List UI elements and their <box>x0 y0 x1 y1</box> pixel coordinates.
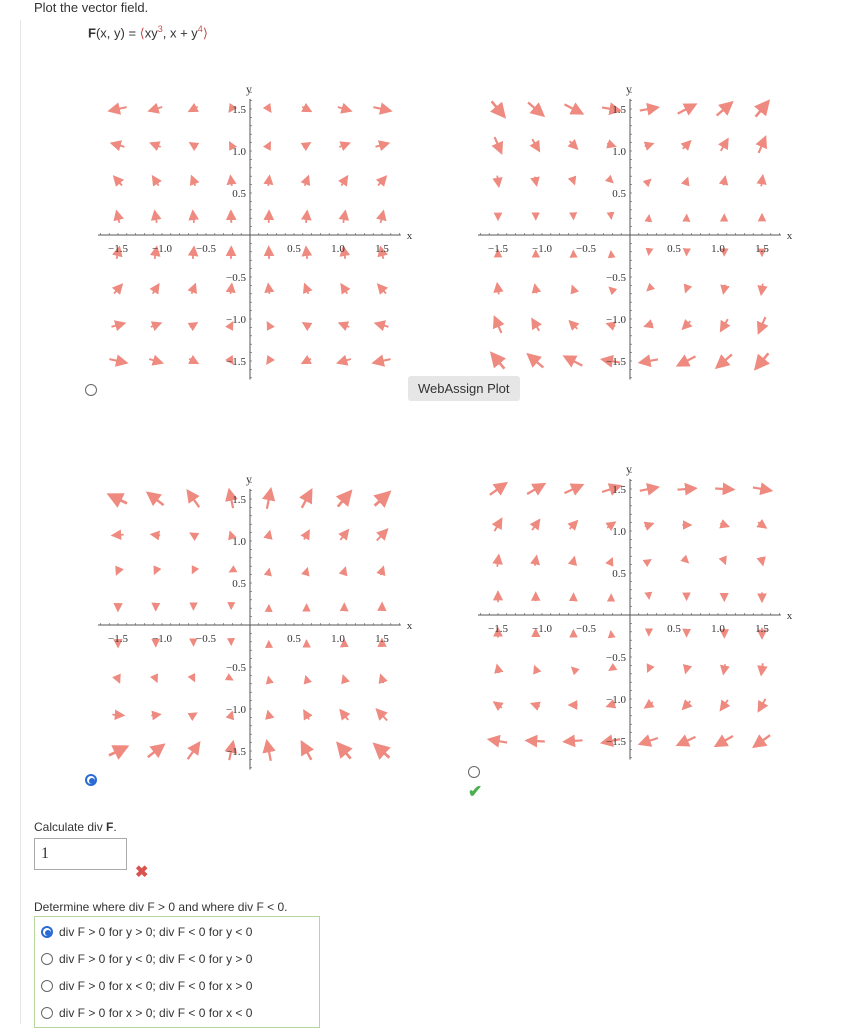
choice-1-text: div F > 0 for y < 0; div F < 0 for y > 0 <box>59 952 252 966</box>
left-rule <box>20 20 21 1024</box>
field-arrow <box>375 492 390 505</box>
field-arrow <box>341 176 347 185</box>
field-arrow <box>532 520 539 530</box>
formula-F: F <box>88 25 96 40</box>
plot-option-d-radio[interactable] <box>468 766 480 778</box>
field-arrow <box>114 177 122 186</box>
y-tick-label: 0.5 <box>232 188 246 200</box>
field-arrow <box>109 495 127 504</box>
field-arrow <box>188 491 200 507</box>
field-arrow <box>678 104 696 113</box>
field-arrow <box>112 715 123 716</box>
plot-option-c-radio[interactable] <box>85 774 97 786</box>
field-arrow <box>532 139 539 151</box>
field-arrow <box>381 211 384 223</box>
incorrect-x-icon: ✖ <box>135 862 148 882</box>
y-axis-label: y <box>626 82 632 96</box>
field-arrow <box>112 323 125 327</box>
choice-3-radio[interactable] <box>41 1007 53 1019</box>
x-tick-label: −1.0 <box>152 243 172 255</box>
plot-option-a-radio[interactable] <box>85 384 97 396</box>
field-arrow <box>112 143 125 147</box>
field-arrow <box>153 284 159 293</box>
field-arrow <box>489 739 507 742</box>
field-arrow <box>494 702 502 708</box>
field-arrow <box>230 570 233 572</box>
field-arrow <box>378 285 386 294</box>
field-arrow <box>339 323 349 327</box>
field-arrow <box>609 668 613 670</box>
field-arrow <box>109 107 126 111</box>
x-tick-label: 0.5 <box>667 243 681 255</box>
calc-label-bold: F <box>106 820 113 834</box>
field-arrow <box>685 559 688 562</box>
div-answer-input[interactable]: 1 <box>34 838 127 870</box>
field-arrow <box>306 568 308 573</box>
field-arrow <box>151 323 161 327</box>
field-arrow <box>570 321 578 329</box>
field-arrow <box>648 666 650 671</box>
field-arrow <box>754 735 770 747</box>
field-arrow <box>640 359 658 362</box>
field-arrow <box>304 711 309 720</box>
field-arrow <box>721 139 728 151</box>
field-arrow <box>758 522 766 528</box>
field-arrow <box>378 177 386 186</box>
y-tick-label: −1.0 <box>226 704 246 716</box>
field-arrow <box>231 284 232 294</box>
field-arrow <box>535 285 537 294</box>
calc-label-pre: Calculate div <box>34 820 106 834</box>
field-arrow <box>497 176 499 187</box>
field-arrow <box>338 359 351 363</box>
field-arrow <box>117 568 120 575</box>
vector-field-plot-c <box>90 445 440 775</box>
field-arrow <box>535 177 537 186</box>
field-arrow <box>302 490 312 508</box>
y-tick-label: 0.5 <box>612 568 626 580</box>
field-arrow <box>678 356 696 365</box>
field-arrow <box>640 738 658 744</box>
field-arrow <box>148 493 164 505</box>
field-arrow <box>338 107 351 111</box>
field-arrow <box>343 211 345 223</box>
field-arrow <box>267 142 270 147</box>
field-arrow <box>492 101 505 116</box>
field-arrow <box>645 524 653 527</box>
field-arrow <box>686 178 688 184</box>
field-arrow <box>343 676 345 683</box>
field-arrow <box>112 535 123 536</box>
field-arrow <box>756 353 769 368</box>
y-tick-label: −0.5 <box>606 272 626 284</box>
x-tick-label: 0.5 <box>287 633 301 645</box>
field-arrow <box>117 211 120 223</box>
field-arrow <box>338 743 351 758</box>
field-arrow <box>645 702 653 708</box>
field-arrow <box>267 741 271 761</box>
y-tick-label: −1.0 <box>606 314 626 326</box>
choice-0[interactable] <box>41 925 252 939</box>
vector-field-formula <box>88 24 208 41</box>
field-arrow <box>640 487 658 491</box>
field-arrow <box>302 107 311 112</box>
field-arrow <box>715 489 733 490</box>
field-arrow <box>683 701 691 709</box>
choice-2[interactable] <box>41 979 252 993</box>
field-arrow <box>267 489 271 509</box>
determine-label: Determine where div F > 0 and where div F < 0. <box>34 900 287 914</box>
y-tick-label: 1.5 <box>232 104 246 116</box>
field-arrow <box>117 676 120 683</box>
field-arrow <box>761 557 763 565</box>
formula-open: ⟨ <box>140 25 145 40</box>
field-arrow <box>572 667 575 670</box>
x-axis-label: x <box>407 620 413 632</box>
field-arrow <box>720 524 728 527</box>
field-arrow <box>189 359 198 364</box>
x-tick-label: 1.0 <box>711 623 725 635</box>
field-arrow <box>303 323 310 327</box>
field-arrow <box>267 322 270 327</box>
field-arrow <box>609 287 612 290</box>
field-arrow <box>375 744 390 757</box>
field-arrow <box>188 743 200 759</box>
field-arrow <box>647 287 650 290</box>
field-arrow <box>721 700 728 710</box>
field-arrow <box>497 555 499 566</box>
field-arrow <box>267 106 271 112</box>
field-arrow <box>528 103 543 116</box>
field-arrow <box>373 359 390 363</box>
field-arrow <box>339 143 349 147</box>
x-tick-label: 0.5 <box>667 623 681 635</box>
field-arrow <box>341 284 347 293</box>
y-tick-label: −1.5 <box>226 356 246 368</box>
x-tick-label: 1.5 <box>375 243 389 255</box>
y-tick-label: −1.0 <box>226 314 246 326</box>
field-arrow <box>572 286 574 292</box>
y-tick-label: −0.5 <box>226 662 246 674</box>
y-tick-label: −0.5 <box>606 652 626 664</box>
field-arrow <box>193 211 194 223</box>
choice-2-radio[interactable] <box>41 980 53 992</box>
field-arrow <box>190 713 196 717</box>
x-axis-label: x <box>407 230 413 242</box>
y-tick-label: 0.5 <box>232 578 246 590</box>
x-tick-label: −1.0 <box>152 633 172 645</box>
field-arrow <box>151 714 160 715</box>
x-tick-label: −0.5 <box>576 243 596 255</box>
field-arrow <box>678 488 696 489</box>
choice-0-radio[interactable] <box>41 926 53 938</box>
y-tick-label: 1.0 <box>612 526 626 538</box>
field-arrow <box>376 143 389 147</box>
field-arrow <box>268 711 270 719</box>
formula-args: (x, y) = <box>96 25 140 40</box>
x-tick-label: −1.0 <box>532 623 552 635</box>
field-arrow <box>192 569 194 573</box>
field-arrow <box>153 176 159 185</box>
x-tick-label: −1.0 <box>532 243 552 255</box>
x-tick-label: −1.5 <box>488 243 508 255</box>
field-arrow <box>716 736 733 746</box>
field-arrow <box>151 534 160 535</box>
field-arrow <box>376 323 389 327</box>
field-arrow <box>565 356 583 365</box>
field-arrow <box>340 710 348 720</box>
field-arrow <box>717 355 732 368</box>
x-tick-label: 1.5 <box>755 623 769 635</box>
field-arrow <box>304 531 309 540</box>
field-arrow <box>268 531 270 539</box>
field-arrow <box>759 137 766 153</box>
field-arrow <box>761 176 763 187</box>
field-arrow <box>645 324 653 327</box>
div-choices-group <box>34 916 320 1028</box>
field-arrow <box>610 558 612 563</box>
field-arrow <box>373 107 390 111</box>
field-arrow <box>527 484 544 494</box>
field-arrow <box>305 284 309 294</box>
y-axis-label: y <box>246 472 252 486</box>
field-arrow <box>527 741 545 742</box>
x-tick-label: −1.5 <box>488 623 508 635</box>
field-arrow <box>686 286 688 292</box>
y-tick-label: 1.5 <box>612 484 626 496</box>
field-arrow <box>497 284 499 295</box>
field-arrow <box>302 359 311 364</box>
field-arrow <box>268 677 269 681</box>
field-arrow <box>193 247 194 259</box>
field-arrow <box>148 745 164 757</box>
field-arrow <box>190 143 197 147</box>
x-tick-label: −0.5 <box>196 243 216 255</box>
field-arrow <box>192 677 194 681</box>
field-arrow <box>230 678 233 680</box>
field-arrow <box>717 103 732 116</box>
field-arrow <box>189 107 198 112</box>
x-tick-label: 0.5 <box>287 243 301 255</box>
vector-field-plot-a <box>90 55 440 385</box>
y-tick-label: 0.5 <box>612 188 626 200</box>
x-tick-label: 1.0 <box>711 243 725 255</box>
formula-close: ⟩ <box>203 25 208 40</box>
x-tick-label: −1.5 <box>108 633 128 645</box>
field-arrow <box>109 359 126 363</box>
field-arrow <box>756 101 769 116</box>
field-arrow <box>686 665 688 673</box>
field-arrow <box>570 521 578 529</box>
field-arrow <box>572 178 574 184</box>
y-tick-label: −1.5 <box>606 736 626 748</box>
x-axis-label: x <box>787 230 793 242</box>
field-arrow <box>268 284 269 294</box>
field-arrow <box>381 567 384 575</box>
webassign-plot-button[interactable]: WebAssign Plot <box>408 376 520 401</box>
field-arrow <box>381 675 384 683</box>
field-arrow <box>535 666 537 672</box>
y-tick-label: −1.5 <box>226 746 246 758</box>
question-prompt: Plot the vector field. <box>34 0 148 15</box>
correct-check-icon: ✔ <box>468 782 482 802</box>
field-arrow <box>268 569 269 573</box>
x-tick-label: −1.5 <box>108 243 128 255</box>
choice-3[interactable] <box>41 1006 252 1020</box>
y-tick-label: −1.5 <box>606 356 626 368</box>
field-arrow <box>565 104 583 113</box>
formula-term1: xy <box>145 25 158 40</box>
field-arrow <box>149 359 162 363</box>
field-arrow <box>723 285 725 294</box>
formula-exp2: 4 <box>198 24 203 34</box>
field-arrow <box>723 664 725 674</box>
x-tick-label: 1.0 <box>331 243 345 255</box>
field-arrow <box>303 143 310 147</box>
y-axis-label: y <box>246 82 252 96</box>
field-arrow <box>753 487 771 490</box>
field-arrow <box>305 176 309 186</box>
field-arrow <box>640 107 658 110</box>
field-arrow <box>528 355 543 368</box>
field-arrow <box>564 740 582 741</box>
field-arrow <box>759 317 766 333</box>
field-arrow <box>723 558 725 564</box>
field-arrow <box>338 491 351 506</box>
choice-2-text: div F > 0 for x < 0; div F < 0 for x > 0 <box>59 979 252 993</box>
x-tick-label: 1.0 <box>331 633 345 645</box>
field-arrow <box>155 676 158 682</box>
vector-field-plot-d <box>470 435 820 765</box>
field-arrow <box>683 141 691 149</box>
choice-0-text: div F > 0 for y > 0; div F < 0 for y < 0 <box>59 925 252 939</box>
field-arrow <box>340 530 348 540</box>
field-arrow <box>495 519 502 531</box>
field-arrow <box>495 137 502 153</box>
field-arrow <box>761 284 763 295</box>
field-arrow <box>268 176 269 186</box>
y-tick-label: 1.0 <box>232 146 246 158</box>
field-arrow <box>678 737 696 745</box>
field-arrow <box>495 317 502 333</box>
calc-label-post: . <box>113 820 116 834</box>
choice-3-text: div F > 0 for x > 0; div F < 0 for x < 0 <box>59 1006 252 1020</box>
field-arrow <box>570 141 578 149</box>
field-arrow <box>267 358 271 364</box>
y-tick-label: −0.5 <box>226 272 246 284</box>
y-tick-label: 1.0 <box>232 536 246 548</box>
y-axis-label: y <box>626 462 632 476</box>
field-arrow <box>155 211 157 223</box>
field-arrow <box>759 699 766 711</box>
formula-sep: , x + y <box>163 25 198 40</box>
field-arrow <box>761 663 763 674</box>
field-arrow <box>721 319 728 331</box>
field-arrow <box>190 533 196 537</box>
field-arrow <box>573 557 575 565</box>
field-arrow <box>647 560 651 562</box>
formula-exp1: 3 <box>158 24 163 34</box>
field-arrow <box>565 485 583 493</box>
x-tick-label: −0.5 <box>576 623 596 635</box>
field-arrow <box>492 353 505 368</box>
calc-div-label <box>34 820 117 834</box>
x-axis-label: x <box>787 610 793 622</box>
field-arrow <box>683 321 691 329</box>
field-arrow <box>192 176 196 186</box>
field-arrow <box>109 747 127 756</box>
y-tick-label: 1.0 <box>612 146 626 158</box>
y-tick-label: 1.5 <box>612 104 626 116</box>
x-tick-label: 1.5 <box>375 633 389 645</box>
field-arrow <box>114 285 122 294</box>
field-arrow <box>306 247 307 259</box>
field-arrow <box>155 568 158 574</box>
y-tick-label: 1.5 <box>232 494 246 506</box>
field-arrow <box>609 179 612 182</box>
field-arrow <box>231 176 232 186</box>
field-arrow <box>377 710 387 721</box>
vector-field-plot-b <box>470 55 820 385</box>
field-arrow <box>306 676 308 681</box>
field-arrow <box>647 179 650 182</box>
y-tick-label: −1.0 <box>606 694 626 706</box>
field-arrow <box>151 143 161 147</box>
field-arrow <box>490 483 506 495</box>
field-arrow <box>192 284 196 294</box>
field-arrow <box>532 704 540 707</box>
field-arrow <box>535 556 537 566</box>
field-arrow <box>532 319 539 331</box>
field-arrow <box>723 177 725 186</box>
field-arrow <box>149 107 162 111</box>
field-arrow <box>190 323 197 327</box>
field-arrow <box>343 568 345 575</box>
x-tick-label: 1.5 <box>755 243 769 255</box>
field-arrow <box>377 530 387 541</box>
field-arrow <box>497 665 499 673</box>
field-arrow <box>302 742 312 760</box>
choice-1-radio[interactable] <box>41 953 53 965</box>
choice-1[interactable] <box>41 952 252 966</box>
field-arrow <box>645 144 653 147</box>
field-arrow <box>306 211 307 223</box>
x-tick-label: −0.5 <box>196 633 216 645</box>
